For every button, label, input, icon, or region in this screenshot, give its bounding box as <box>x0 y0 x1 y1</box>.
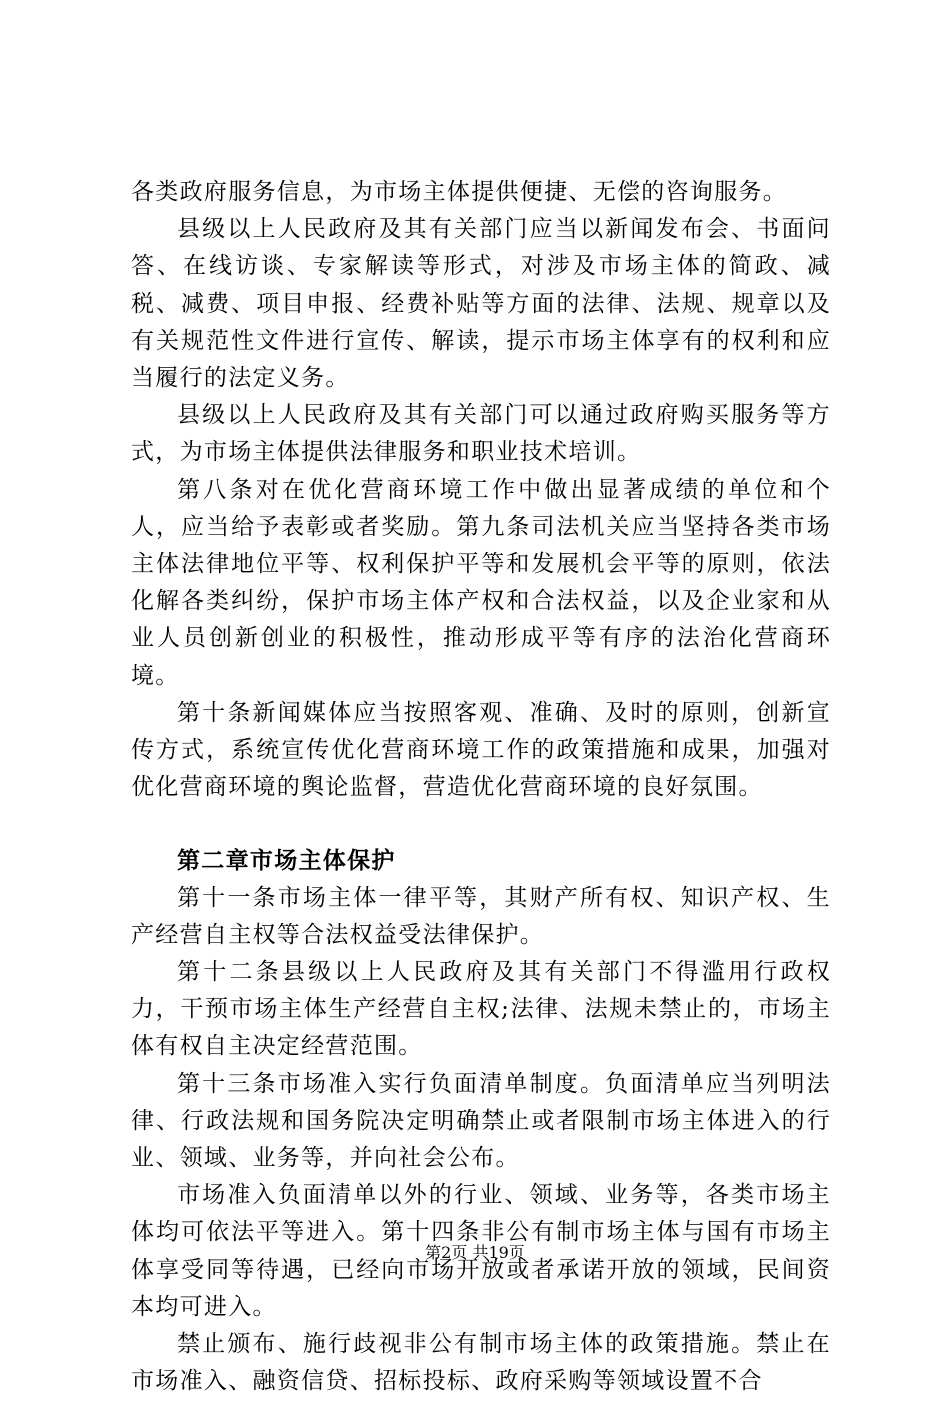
paragraph-0: 各类政府服务信息，为市场主体提供便捷、无偿的咨询服务。 <box>131 179 788 205</box>
paragraph-3: 第八条对在优化营商环境工作中做出显著成绩的单位和个人，应当给予表彰或者奖励。第九条司法机关应当坚持各类市场主体法律地位平等、权利保护平等和发展机会平等的原则，依法化解各类纠纷，保护市场主体产权和合法权益，以及企业家和从业人员创新创业的积极性，推动形成平等有序的法治化营商环境。 <box>131 476 831 689</box>
paragraphs-after-heading <box>131 880 831 1401</box>
paragraph-7: 第十三条市场准入实行负面清单制度。负面清单应当列明法律、行政法规和国务院决定明确禁止或者限制市场主体进入的行业、领域、业务等，并向社会公布。 <box>131 1070 831 1172</box>
paragraph-8: 市场准入负面清单以外的行业、领域、业务等，各类市场主体均可依法平等进入。第十四条非公有制市场主体与国有市场主体享受同等待遇，已经向市场开放或者承诺开放的领域，民间资本均可进入。 <box>131 1182 831 1320</box>
page-number-footer: 第2页 共19页 <box>425 1243 525 1262</box>
paragraphs-before-heading <box>131 174 831 806</box>
paragraph-5: 第十一条市场主体一律平等，其财产所有权、知识产权、生产经营自主权等合法权益受法律保护。 <box>131 884 831 948</box>
paragraph-9: 禁止颁布、施行歧视非公有制市场主体的政策措施。禁止在市场准入、融资信贷、招标投标、政府采购等领域设置不合 <box>131 1331 831 1395</box>
paragraph-6: 第十二条县级以上人民政府及其有关部门不得滥用行政权力，干预市场主体生产经营自主权;法律、法规未禁止的，市场主体有权自主决定经营范围。 <box>131 959 831 1060</box>
paragraph-1: 县级以上人民政府及其有关部门应当以新闻发布会、书面问答、在线访谈、专家解读等形式，对涉及市场主体的简政、减税、减费、项目申报、经费补贴等方面的法律、法规、规章以及有关规范性文件进行宣传、解读，提示市场主体享有的权利和应当履行的法定义务。 <box>131 216 831 392</box>
document-body <box>131 174 831 1401</box>
paragraph-2: 县级以上人民政府及其有关部门可以通过政府购买服务等方式，为市场主体提供法律服务和职业技术培训。 <box>131 402 831 466</box>
paragraph-4: 第十条新闻媒体应当按照客观、准确、及时的原则，创新宣传方式，系统宣传优化营商环境工作的政策措施和成果，加强对优化营商环境的舆论监督，营造优化营商环境的良好氛围。 <box>131 699 831 801</box>
chapter-heading: 第二章市场主体保护 <box>177 847 396 875</box>
